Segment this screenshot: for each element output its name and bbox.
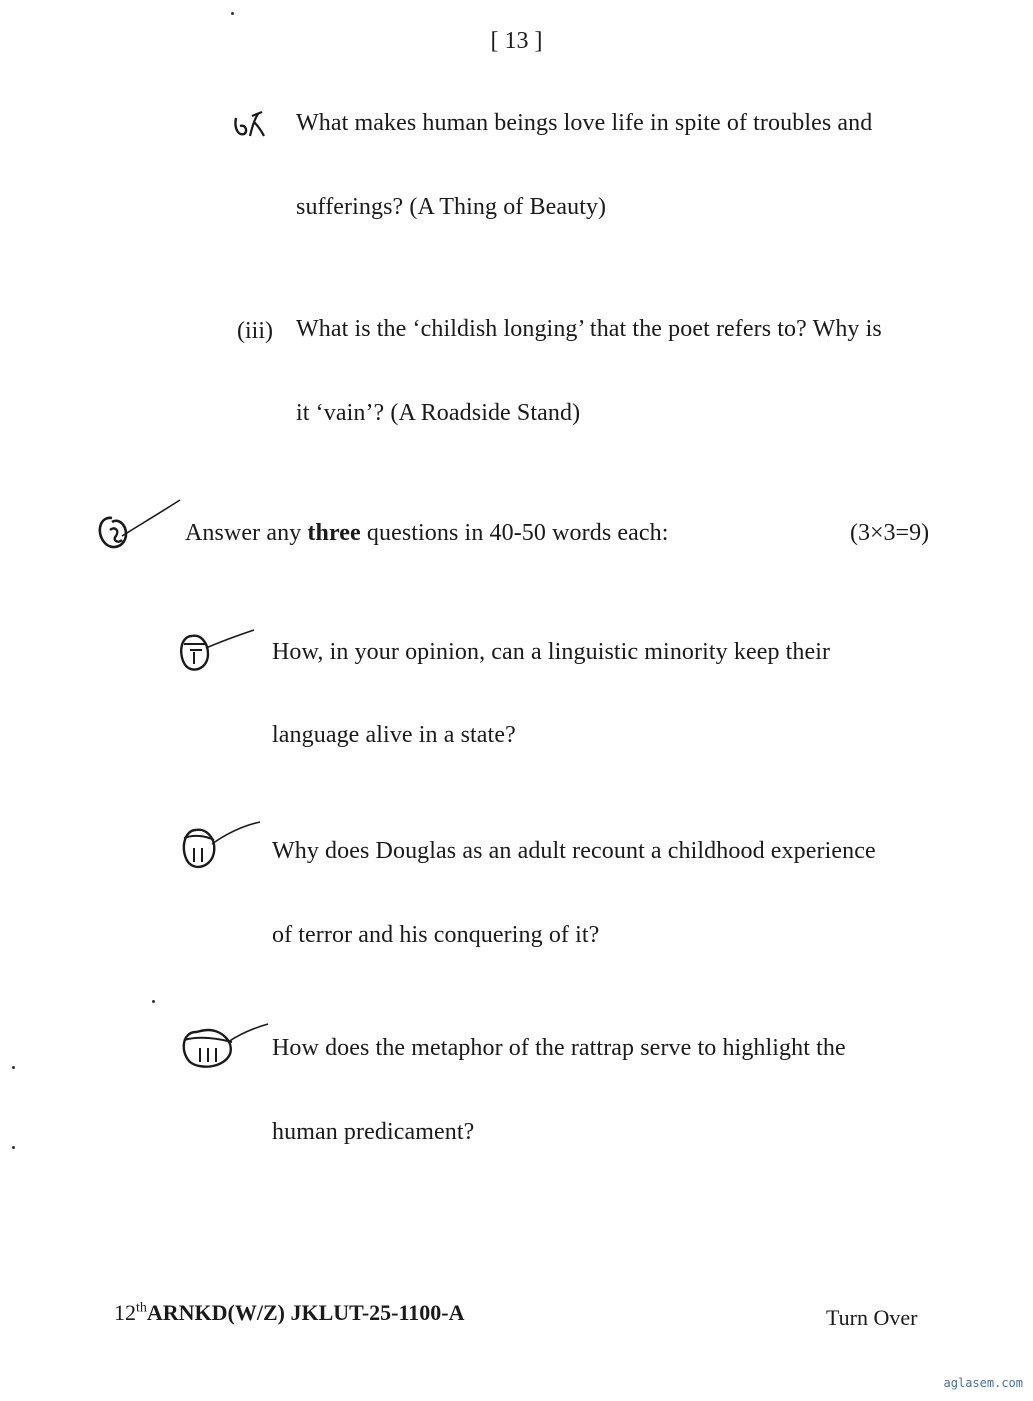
question-text-line: What is the ‘childish longing’ that the poet refers to? Why is — [296, 316, 882, 342]
paper-code: 12thARNKD(W/Z) JKLUT-25-1100-A — [114, 1300, 465, 1325]
question-text-line: language alive in a state? — [272, 722, 516, 748]
question-text-line: it ‘vain’? (A Roadside Stand) — [296, 400, 581, 426]
handwritten-tick-section — [92, 496, 184, 560]
scan-speck — [12, 1066, 15, 1069]
scan-speck — [12, 1146, 15, 1149]
question-text-line: How, in your opinion, can a linguistic minority keep their — [272, 639, 831, 665]
handwritten-marker-i — [176, 622, 256, 676]
question-text-line: human predicament? — [272, 1119, 475, 1145]
handwritten-marker-ii — [232, 108, 268, 140]
scan-speck — [152, 1000, 155, 1003]
section-instruction: Answer any three questions in 40-50 words each: — [185, 520, 669, 546]
question-marker: (iii) — [237, 318, 273, 344]
question-text-line: of terror and his conquering of it? — [272, 922, 600, 948]
question-text-line: What makes human beings love life in spite of troubles and — [296, 110, 873, 136]
question-text-line: Why does Douglas as an adult recount a childhood experience — [272, 838, 876, 864]
question-text-line: sufferings? (A Thing of Beauty) — [296, 194, 607, 220]
question-text-line: How does the metaphor of the rattrap serve to highlight the — [272, 1035, 846, 1061]
section-marks: (3×3=9) — [850, 520, 930, 546]
page-number: [ 13 ] — [490, 28, 543, 54]
handwritten-marker-ii — [178, 818, 262, 874]
handwritten-marker-iii — [178, 1018, 270, 1074]
turn-over-label: Turn Over — [826, 1305, 918, 1330]
watermark: aglasem.com — [943, 1376, 1023, 1390]
scan-speck — [231, 12, 234, 15]
